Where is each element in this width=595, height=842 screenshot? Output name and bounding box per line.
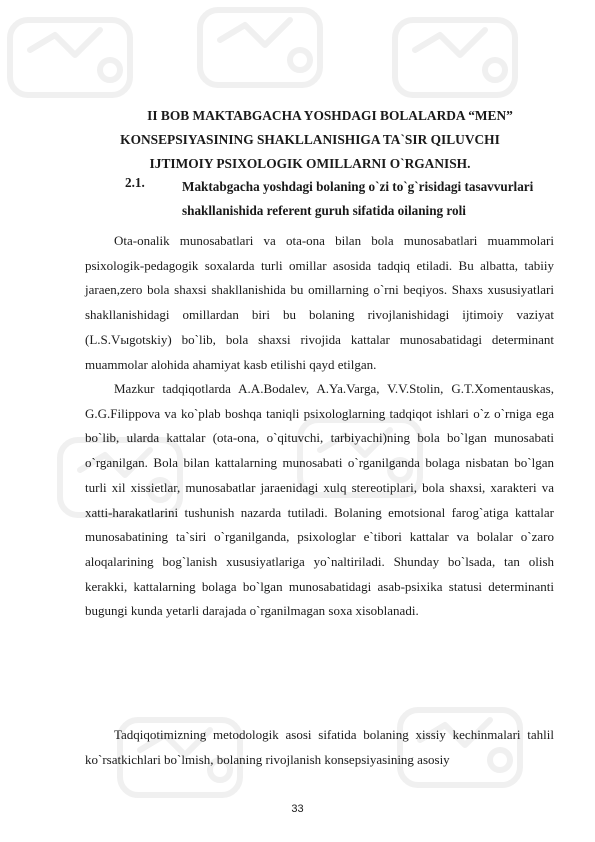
subsection-title-line-1: Maktabgacha yoshdagi bolaning o`zi to`g`risidagi tasavvurlari — [182, 179, 534, 194]
paragraph-1: Ota-onalik munosabatlari va ota-ona bilan bola munosabatlari muammolari psixologik-pedagogik soxalarda turli omillar asosida tadqiq etiladi. Bu albatta, tabiiy jaraen,zero bola shaxsi shakllanishida bu omillarning o`rni beqiyos. Shaxs xususiyatlari shakllanishidagi omillardan biri bu bolaning rivojlanishidagi ijtimoiy vaziyat (L.S.Vыgotskiy) bo`lib, bola shaxsi rivojida kattalar munosabatidagi determinant muammolar alohida ahamiyat kasb etilishi qayd etilgan. — [85, 233, 554, 372]
chapter-heading-line-3: IJTIMOIY PSIXOLOGIK OMILLARNI O`RGANISH. — [149, 156, 471, 171]
paragraph-2: Mazkur tadqiqotlarda A.A.Bodalev, A.Ya.Varga, V.V.Stolin, G.T.Xomentauskas, G.G.Filippova va ko`plab boshqa taniqli psixologlarning tadqiqot ishlari o`z o`rniga ega bo`lib, ularda kattalar (ota-ona, o`qituvchi, tarbiyachi)ning bola bo`lgan munosabati o`rganilgan. Bola bilan kattalarning munosabati o`rganilganda bolaga nisbatan bo`lgan turli xil xissietlar, munosabatlar jaraenidagi xulq stereotiplari, bola shaxsi, xarakteri va xatti-harakatlarini tushunish nazarda tutiladi. Bolaning emotsional farog`atiga kattalar munosabatining ta`siri o`rganilganda, psixologlar e`tibori kattalar va bolalar o`zaro aloqalarining bog`lanish xususiyatlariga yo`naltiriladi. Shunday bo`lsada, tan olish kerakki, kattalarning bolaga bo`lgan munosabatidagi asab-psixika statusi determinanti bugungi kunda yetarli darajada o`rganilmagan soxa xisoblanadi. — [85, 381, 554, 619]
paragraph-3: Tadqiqotimizning metodologik asosi sifatida bolaning xissiy kechinmalari tahlil ko`rsatkichlari bo`lmish, bolaning rivojlanish konsepsiyasining asosiy — [85, 727, 554, 767]
subsection-title-line-2: shakllanishida referent guruh sifatida oilaning roli — [182, 203, 466, 218]
watermark-logo-tile — [395, 20, 515, 95]
subsection-title — [182, 175, 562, 223]
subsection-number: 2.1. — [125, 175, 145, 190]
chapter-heading — [60, 106, 560, 174]
page-number: 33 — [291, 803, 304, 815]
chapter-heading-line-2: KONSEPSIYASINING SHAKLLANISHIGA TA`SIR QILUVCHI — [120, 132, 500, 147]
chapter-heading-line-1: II BOB MAKTABGACHA YOSHDAGI BOLALARDA “MEN” — [147, 108, 513, 123]
watermark-logo-tile — [200, 10, 320, 85]
watermark-logo-tile — [10, 20, 130, 95]
